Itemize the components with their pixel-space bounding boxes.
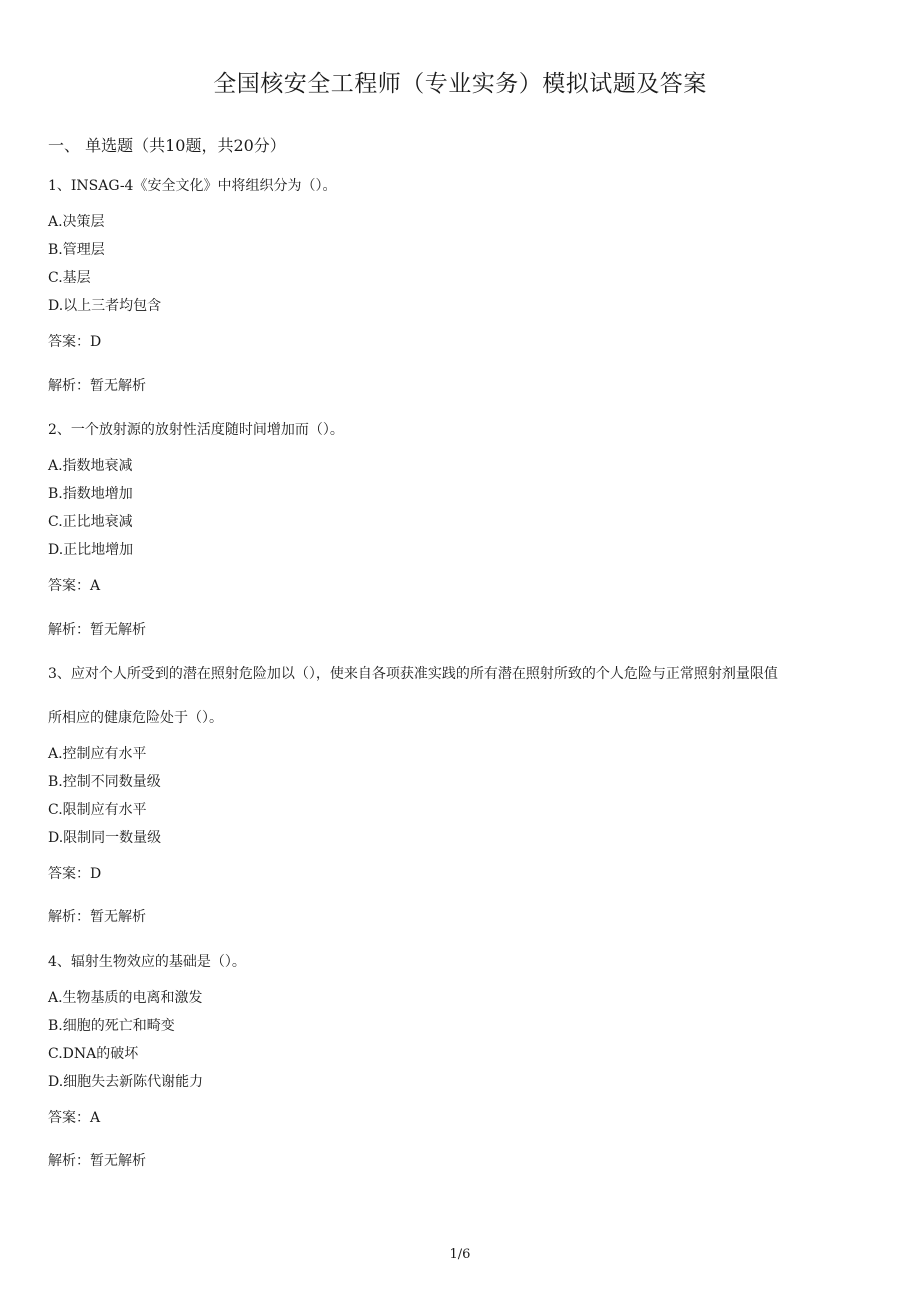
question-3-option-d: D.限制同一数量级	[48, 830, 162, 846]
question-1-option-a: A.决策层	[48, 214, 105, 230]
question-3-option-a: A.控制应有水平	[48, 746, 147, 762]
question-4-option-d: D.细胞失去新陈代谢能力	[48, 1074, 204, 1090]
question-3-option-c: C.限制应有水平	[48, 802, 147, 818]
question-2-stem: 2、一个放射源的放射性活度随时间增加而（）。	[48, 422, 344, 438]
question-3-stem-continued: 所相应的健康危险处于（）。	[48, 710, 223, 726]
question-2-option-d: D.正比地增加	[48, 542, 134, 558]
question-4-stem: 4、辐射生物效应的基础是（）。	[48, 954, 246, 970]
document-title: 全国核安全工程师（专业实务）模拟试题及答案	[213, 71, 707, 97]
question-2-answer: 答案：A	[48, 578, 101, 594]
question-1-analysis: 解析：暂无解析	[48, 378, 146, 394]
question-1-option-b: B.管理层	[48, 242, 105, 258]
question-1-option-d: D.以上三者均包含	[48, 298, 162, 314]
question-2-option-a: A.指数地衰减	[48, 458, 133, 474]
section-heading: 一、 单选题（共10题，共20分）	[48, 136, 286, 155]
question-2-option-b: B.指数地增加	[48, 486, 133, 502]
question-1-option-c: C.基层	[48, 270, 91, 286]
question-3-analysis: 解析：暂无解析	[48, 909, 146, 925]
question-3-stem: 3、应对个人所受到的潜在照射危险加以（），使来自各项获准实践的所有潜在照射所致的个人危险与正常照射剂量限值	[48, 666, 778, 682]
question-2-option-c: C.正比地衰减	[48, 514, 133, 530]
question-1-stem: 1、INSAG-4《安全文化》中将组织分为（）。	[48, 178, 337, 194]
question-4-option-a: A.生物基质的电离和激发	[48, 990, 203, 1006]
question-4-option-c: C.DNA的破坏	[48, 1046, 139, 1062]
question-3-option-b: B.控制不同数量级	[48, 774, 161, 790]
question-4-option-b: B.细胞的死亡和畸变	[48, 1018, 175, 1034]
question-3-answer: 答案：D	[48, 866, 102, 882]
page-number: 1/6	[449, 1247, 471, 1262]
question-4-answer: 答案：A	[48, 1110, 101, 1126]
question-1-answer: 答案：D	[48, 334, 102, 350]
question-4-analysis: 解析：暂无解析	[48, 1153, 146, 1169]
question-2-analysis: 解析：暂无解析	[48, 622, 146, 638]
